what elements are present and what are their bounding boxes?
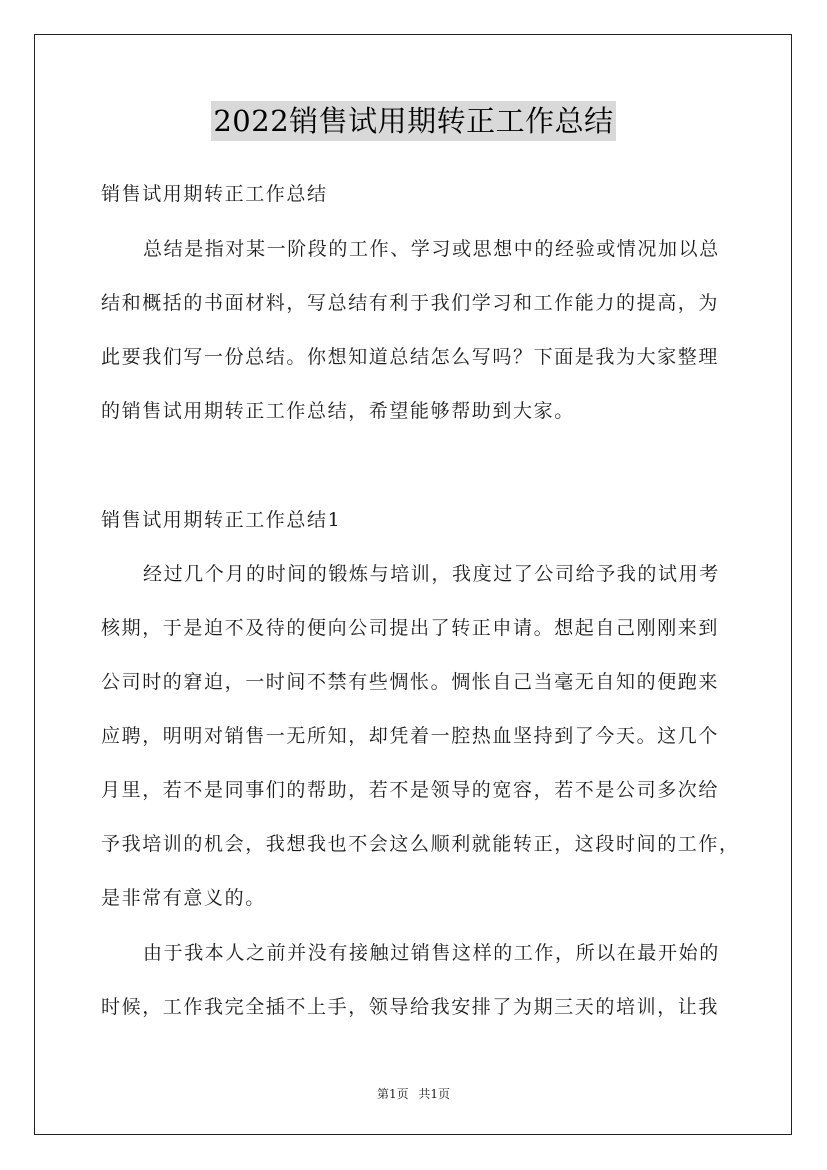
title-container — [0, 101, 827, 141]
paragraph-line: 月里，若不是同事们的帮助，若不是领导的宽容，若不是公司多次给 — [101, 779, 720, 801]
page-footer — [0, 1085, 827, 1102]
paragraph-line: 时候，工作我完全插不上手，领导给我安排了为期三天的培训，让我 — [101, 996, 720, 1018]
paragraph-line: 经过几个月的时间的锻炼与培训，我度过了公司给予我的试用考 — [143, 563, 720, 585]
page-total: 共1页 — [418, 1087, 451, 1101]
page-number: 第1页 — [376, 1087, 409, 1101]
paragraph-line: 是非常有意义的。 — [101, 887, 266, 909]
document-title: 2022销售试用期转正工作总结 — [211, 101, 615, 141]
section-heading: 销售试用期转正工作总结1 — [101, 509, 342, 531]
section-heading: 销售试用期转正工作总结 — [101, 183, 328, 205]
paragraph-line: 此要我们写一份总结。你想知道总结怎么写吗？下面是我为大家整理 — [101, 346, 720, 368]
paragraph-line: 核期，于是迫不及待的便向公司提出了转正申请。想起自己刚刚来到 — [101, 617, 720, 639]
paragraph-line: 由于我本人之前并没有接触过销售这样的工作，所以在最开始的 — [143, 942, 720, 964]
paragraph-line: 结和概括的书面材料，写总结有利于我们学习和工作能力的提高，为 — [101, 292, 720, 314]
paragraph-line: 应聘，明明对销售一无所知，却凭着一腔热血坚持到了今天。这几个 — [101, 725, 720, 747]
paragraph-line: 公司时的窘迫，一时间不禁有些惆怅。惆怅自己当毫无自知的便跑来 — [101, 671, 720, 693]
paragraph-line: 总结是指对某一阶段的工作、学习或思想中的经验或情况加以总 — [143, 238, 720, 260]
paragraph-line: 的销售试用期转正工作总结，希望能够帮助到大家。 — [101, 400, 575, 422]
paragraph-line: 予我培训的机会，我想我也不会这么顺利就能转正，这段时间的工作， — [101, 833, 740, 855]
